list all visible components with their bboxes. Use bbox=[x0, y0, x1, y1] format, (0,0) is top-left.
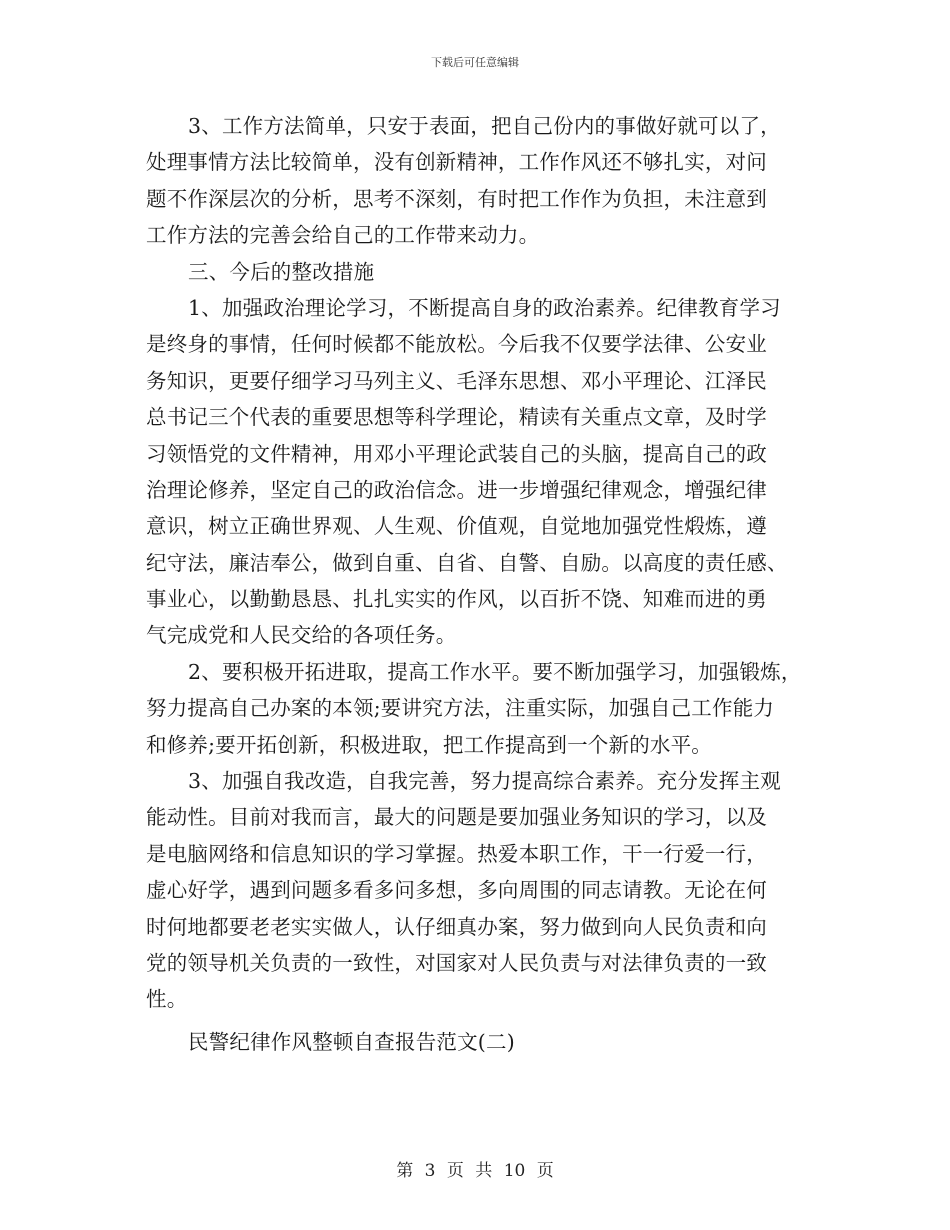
text-line: 习领悟党的文件精神，用邓小平理论武装自己的头脑，提高自己的政 bbox=[146, 441, 767, 466]
text-line: 2、要积极开拓进取，提高工作水平。要不断加强学习，加强锻炼， bbox=[188, 659, 802, 684]
text-line: 意识，树立正确世界观、人生观、价值观，自觉地加强党性煅炼，遵 bbox=[146, 514, 767, 539]
document-body bbox=[146, 108, 806, 1060]
text-line: 虚心好学，遇到问题多看多问多想，多向周围的同志请教。无论在何 bbox=[146, 878, 767, 903]
text-line: 气完成党和人民交给的各项任务。 bbox=[146, 623, 457, 648]
text-line: 务知识，更要仔细学习马列主义、毛泽东思想、邓小平理论、江泽民 bbox=[146, 368, 767, 393]
page-number-footer: 第 3 页 共 10 页 bbox=[396, 1161, 554, 1181]
text-line: 和修养;要开拓创新，积极进取，把工作提高到一个新的水平。 bbox=[146, 732, 713, 757]
text-line: 工作方法的完善会给自己的工作带来动力。 bbox=[146, 223, 540, 248]
text-line: 1、加强政治理论学习，不断提高自身的政治素养。纪律教育学习 bbox=[188, 295, 781, 320]
text-line: 时何地都要老老实实做人，认仔细真办案，努力做到向人民负责和向 bbox=[146, 914, 767, 939]
text-line: 总书记三个代表的重要思想等科学理论，精读有关重点文章，及时学 bbox=[146, 405, 767, 430]
text-line: 党的领导机关负责的一致性，对国家对人民负责与对法律负责的一致 bbox=[146, 950, 767, 975]
text-line: 是电脑网络和信息知识的学习掌握。热爱本职工作，干一行爱一行， bbox=[146, 841, 767, 866]
paragraph bbox=[146, 290, 806, 654]
text-line: 事业心，以勤勤恳恳、扎扎实实的作风，以百折不饶、知难而进的勇 bbox=[146, 587, 767, 612]
paragraph bbox=[146, 654, 806, 763]
text-line: 民警纪律作风整顿自查报告范文(二) bbox=[188, 1029, 515, 1054]
section-heading bbox=[146, 254, 806, 290]
text-line: 3、加强自我改造，自我完善，努力提高综合素养。充分发挥主观 bbox=[188, 769, 781, 794]
text-line: 纪守法，廉洁奉公，做到自重、自省、自警、自励。以高度的责任感、 bbox=[146, 550, 788, 575]
paragraph bbox=[146, 108, 806, 254]
text-line: 治理论修养，坚定自己的政治信念。进一步增强纪律观念，增强纪律 bbox=[146, 477, 767, 502]
text-line: 是终身的事情，任何时候都不能放松。今后我不仅要学法律、公安业 bbox=[146, 332, 767, 357]
text-line: 能动性。目前对我而言，最大的问题是要加强业务知识的学习，以及 bbox=[146, 805, 767, 830]
paragraph bbox=[146, 763, 806, 1018]
text-line: 3、工作方法简单，只安于表面，把自己份内的事做好就可以了， bbox=[188, 114, 781, 138]
text-line: 题不作深层次的分析，思考不深刻，有时把工作作为负担，未注意到 bbox=[146, 186, 767, 211]
page-header: 下载后可任意编辑 bbox=[431, 56, 519, 69]
text-line: 努力提高自己办案的本领;要讲究方法，注重实际，加强自己工作能力 bbox=[146, 696, 775, 721]
text-line: 性。 bbox=[146, 987, 188, 1012]
text-line: 三、今后的整改措施 bbox=[188, 259, 375, 284]
text-line: 处理事情方法比较简单，没有创新精神，工作作风还不够扎实，对问 bbox=[146, 150, 767, 175]
section-title bbox=[146, 1024, 806, 1060]
